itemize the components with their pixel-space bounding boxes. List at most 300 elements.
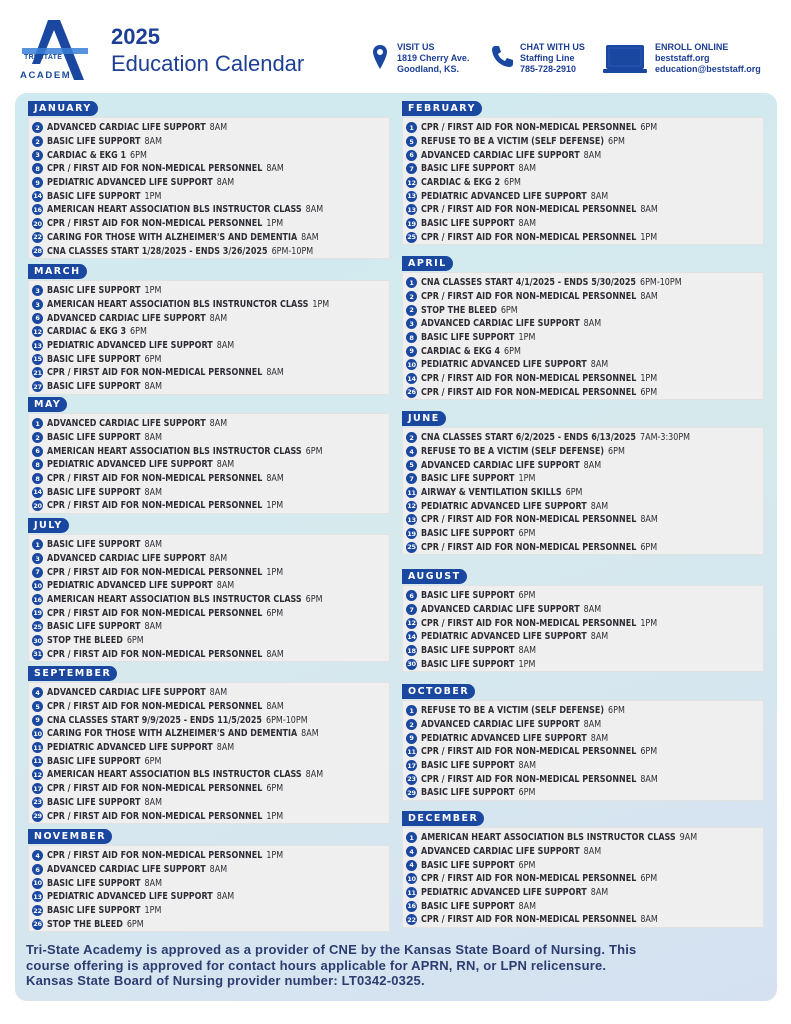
month-label: AUGUST [402, 569, 467, 584]
event-text [47, 919, 144, 930]
event-row [32, 135, 385, 149]
event-day-badge: 9 [406, 346, 417, 357]
page-title: Education Calendar [111, 51, 305, 76]
event-day-badge: 10 [33, 729, 42, 738]
event-row [32, 162, 385, 176]
event-time: 6PM [640, 541, 658, 553]
event-day-badge: 13 [33, 892, 42, 901]
event-text [421, 901, 536, 912]
month-label: JANUARY [28, 101, 98, 116]
event-title: BASIC LIFE SUPPORT [47, 190, 141, 202]
event-title: ADVANCED CARDIAC LIFE SUPPORT [421, 149, 580, 161]
event-time: 8AM [583, 459, 602, 471]
event-time: 7AM-3:30PM [640, 432, 691, 444]
event-row [32, 417, 385, 431]
event-text [421, 487, 582, 498]
logo-tri-state: TRI-STATE [24, 54, 63, 61]
event-row [406, 616, 759, 630]
chat-heading: CHAT WITH US [520, 42, 585, 52]
event-time: 8AM [640, 914, 658, 926]
accreditation-line1: Tri-State Academy is approved as a provider of CNE by the Kansas State Board of Nursing. This [26, 942, 637, 957]
event-row [406, 913, 759, 927]
month-label: SEPTEMBER [28, 666, 117, 681]
event-text [421, 204, 658, 215]
event-title: BASIC LIFE SUPPORT [421, 332, 515, 344]
event-row [406, 276, 759, 290]
event-day-badge: 30 [33, 636, 42, 645]
event-day-badge: 29 [33, 812, 42, 821]
event-row [32, 741, 385, 755]
event-text [421, 760, 536, 771]
event-text [47, 580, 234, 591]
event-row [406, 331, 759, 345]
logo-academy: ACADEMY [20, 70, 80, 81]
event-day-badge: 12 [407, 178, 416, 187]
event-text [421, 163, 536, 174]
event-title: BASIC LIFE SUPPORT [47, 877, 141, 889]
event-title: BASIC LIFE SUPPORT [47, 285, 141, 297]
event-title: PEDIATRIC ADVANCED LIFE SUPPORT [421, 631, 587, 643]
event-title: STOP THE BLEED [421, 304, 497, 316]
event-title: BASIC LIFE SUPPORT [47, 381, 141, 393]
event-time: 8AM [144, 796, 162, 808]
event-title: BASIC LIFE SUPPORT [47, 432, 141, 444]
event-time: 6PM [504, 177, 521, 189]
event-text [47, 783, 283, 794]
event-time: 8AM [266, 367, 284, 379]
event-day-badge: 16 [33, 205, 42, 214]
event-title: CNA CLASSES START 4/1/2025 - ENDS 5/30/2025 [421, 277, 636, 289]
event-time: 8AM [640, 773, 658, 785]
month-label: MARCH [28, 264, 87, 279]
event-day-badge: 30 [407, 660, 416, 669]
event-row [32, 325, 385, 339]
month-label: JULY [28, 518, 69, 533]
event-day-badge: 14 [33, 488, 42, 497]
event-text [421, 618, 657, 629]
event-row [406, 759, 759, 773]
event-day-badge: 16 [407, 902, 416, 911]
event-title: REFUSE TO BE A VICTIM (SELF DEFENSE) [421, 705, 605, 717]
event-time: 6PM [130, 326, 147, 338]
event-title: ADVANCED CARDIAC LIFE SUPPORT [421, 318, 580, 330]
event-row [406, 358, 759, 372]
event-time: 1PM [266, 218, 284, 230]
visit-address-line2: Goodland, KS. [397, 64, 459, 74]
event-time: 8AM [266, 473, 284, 485]
event-text [421, 733, 608, 744]
event-time: 6PM [640, 746, 658, 758]
event-time: 8AM [518, 218, 536, 230]
event-row [32, 431, 385, 445]
event-day-badge: 8 [32, 473, 43, 484]
event-title: ADVANCED CARDIAC LIFE SUPPORT [47, 864, 206, 876]
month-event-list [402, 585, 764, 672]
event-title: CPR / FIRST AID FOR NON-MEDICAL PERSONNEL [421, 773, 637, 785]
event-text [47, 177, 234, 188]
event-time: 6PM [504, 345, 521, 357]
event-row [406, 148, 759, 162]
event-text [47, 418, 227, 429]
event-row [32, 552, 385, 566]
event-time: 6PM [640, 873, 658, 885]
month-event-list [28, 413, 390, 514]
event-day-badge: 11 [407, 888, 416, 897]
event-row [32, 904, 385, 918]
event-day-badge: 4 [406, 446, 417, 457]
event-time: 8AM [209, 864, 228, 876]
event-text [421, 846, 601, 857]
event-day-badge: 2 [406, 432, 417, 443]
event-time: 8AM [583, 719, 602, 731]
event-row [32, 809, 385, 823]
event-time: 8AM [590, 359, 609, 371]
event-title: PEDIATRIC ADVANCED LIFE SUPPORT [47, 340, 213, 352]
chat-block [520, 42, 585, 75]
event-text [47, 742, 234, 753]
event-time: 8AM [216, 340, 235, 352]
event-row [32, 203, 385, 217]
event-row [32, 444, 385, 458]
event-text [47, 432, 162, 443]
event-row [32, 176, 385, 190]
event-row [406, 731, 759, 745]
event-time: 8AM [583, 318, 602, 330]
event-time: 8AM [144, 486, 162, 498]
event-day-badge: 6 [32, 446, 43, 457]
event-title: PEDIATRIC ADVANCED LIFE SUPPORT [47, 459, 213, 471]
event-row [406, 217, 759, 231]
event-title: CPR / FIRST AID FOR NON-MEDICAL PERSONNEL [421, 386, 637, 398]
event-title: CPR / FIRST AID FOR NON-MEDICAL PERSONNEL [47, 566, 263, 578]
event-text [47, 756, 161, 767]
month-label: JUNE [402, 411, 446, 426]
event-day-badge: 8 [32, 163, 43, 174]
event-row [32, 648, 385, 662]
enroll-heading: ENROLL ONLINE [655, 42, 729, 52]
event-row [32, 579, 385, 593]
event-title: BASIC LIFE SUPPORT [421, 900, 515, 912]
event-text [47, 354, 161, 365]
event-time: 6PM [608, 136, 625, 148]
laptop-icon [603, 44, 647, 74]
event-time: 8AM [209, 122, 228, 134]
event-title: ADVANCED CARDIAC LIFE SUPPORT [421, 604, 580, 616]
event-time: 6PM-10PM [266, 714, 308, 726]
event-text [421, 359, 608, 370]
event-day-badge: 9 [32, 715, 43, 726]
event-title: CPR / FIRST AID FOR NON-MEDICAL PERSONNEL [47, 648, 263, 660]
event-row [406, 203, 759, 217]
event-day-badge: 23 [407, 775, 416, 784]
event-row [406, 718, 759, 732]
event-time: 8AM [583, 846, 602, 858]
event-day-badge: 1 [406, 705, 417, 716]
event-day-badge: 29 [407, 788, 416, 797]
event-text [421, 774, 658, 785]
event-title: CPR / FIRST AID FOR NON-MEDICAL PERSONNEL [421, 617, 637, 629]
event-row [32, 727, 385, 741]
event-time: 1PM [518, 332, 536, 344]
event-time: 6PM [608, 705, 625, 717]
event-day-badge: 22 [33, 906, 42, 915]
event-title: BASIC LIFE SUPPORT [421, 528, 515, 540]
event-text [47, 891, 234, 902]
event-text [47, 594, 323, 605]
event-time: 1PM [518, 658, 536, 670]
event-text [421, 305, 518, 316]
event-text [47, 864, 227, 875]
event-day-badge: 22 [407, 915, 416, 924]
event-day-badge: 20 [33, 501, 42, 510]
event-time: 8AM [209, 312, 228, 324]
event-text [47, 313, 227, 324]
event-text [47, 878, 162, 889]
event-title: CNA CLASSES START 6/2/2025 - ENDS 6/13/2025 [421, 432, 636, 444]
event-title: ADVANCED CARDIAC LIFE SUPPORT [421, 459, 580, 471]
event-row [406, 704, 759, 718]
event-day-badge: 26 [33, 920, 42, 929]
event-time: 8AM [266, 701, 284, 713]
month-event-list [28, 682, 390, 824]
event-time: 6PM [518, 528, 536, 540]
event-time: 8AM [209, 553, 228, 565]
event-text [47, 299, 329, 310]
event-title: CPR / FIRST AID FOR NON-MEDICAL PERSONNEL [47, 701, 263, 713]
event-row [32, 499, 385, 513]
event-text [421, 746, 657, 757]
event-day-badge: 19 [407, 219, 416, 228]
event-row [406, 290, 759, 304]
event-time: 8AM [590, 732, 609, 744]
event-row [406, 445, 759, 459]
event-text [47, 232, 319, 243]
event-title: ADVANCED CARDIAC LIFE SUPPORT [421, 719, 580, 731]
event-day-badge: 6 [406, 150, 417, 161]
event-time: 6PM [266, 607, 284, 619]
chat-phone[interactable]: 785-728-2910 [520, 64, 577, 74]
enroll-website[interactable]: beststaff.org [655, 53, 710, 63]
event-day-badge: 16 [33, 595, 42, 604]
event-text [47, 122, 227, 133]
event-title: ADVANCED CARDIAC LIFE SUPPORT [47, 122, 206, 134]
event-time: 8AM [266, 163, 284, 175]
event-title: PEDIATRIC ADVANCED LIFE SUPPORT [421, 732, 587, 744]
event-text [47, 150, 147, 161]
event-day-badge: 26 [407, 388, 416, 397]
event-row [406, 831, 759, 845]
event-row [406, 486, 759, 500]
event-row [406, 317, 759, 331]
event-day-badge: 19 [407, 529, 416, 538]
event-text [47, 191, 161, 202]
event-row [406, 630, 759, 644]
event-time: 6PM [126, 918, 144, 930]
event-text [47, 567, 283, 578]
event-day-badge: 5 [32, 701, 43, 712]
event-text [47, 136, 162, 147]
event-day-badge: 13 [407, 515, 416, 524]
event-title: BASIC LIFE SUPPORT [421, 590, 515, 602]
event-text [47, 715, 308, 726]
event-day-badge: 21 [33, 368, 42, 377]
event-day-badge: 2 [32, 122, 43, 133]
event-row [32, 121, 385, 135]
event-text [421, 604, 601, 615]
event-title: CPR / FIRST AID FOR NON-MEDICAL PERSONNEL [421, 541, 637, 553]
event-time: 8AM [590, 887, 609, 899]
event-title: BASIC LIFE SUPPORT [47, 796, 141, 808]
event-day-badge: 31 [33, 650, 42, 659]
event-text [47, 539, 162, 550]
event-row [406, 772, 759, 786]
event-day-badge: 5 [406, 136, 417, 147]
event-time: 9AM [679, 832, 698, 844]
event-row [32, 593, 385, 607]
event-row [406, 135, 759, 149]
event-time: 6PM [130, 149, 147, 161]
event-text [421, 719, 601, 730]
event-row [406, 344, 759, 358]
event-title: AMERICAN HEART ASSOCIATION BLS INSTRUCTOR CLASS [47, 769, 302, 781]
event-text [421, 501, 608, 512]
event-title: REFUSE TO BE A VICTIM (SELF DEFENSE) [421, 446, 605, 458]
event-time: 8AM [216, 580, 235, 592]
event-row [32, 538, 385, 552]
event-day-badge: 9 [406, 733, 417, 744]
event-title: CPR / FIRST AID FOR NON-MEDICAL PERSONNEL [47, 473, 263, 485]
event-text [47, 459, 234, 470]
event-text [421, 346, 521, 357]
event-time: 8AM [216, 459, 235, 471]
event-title: AMERICAN HEART ASSOCIATION BLS INSTRUCTOR CLASS [47, 594, 302, 606]
event-text [421, 318, 601, 329]
event-text [47, 381, 162, 392]
event-row [32, 311, 385, 325]
event-row [32, 876, 385, 890]
event-title: CPR / FIRST AID FOR NON-MEDICAL PERSONNEL [47, 850, 263, 862]
event-time: 8AM [583, 149, 602, 161]
event-time: 8AM [301, 231, 319, 243]
event-row [406, 162, 759, 176]
event-row [406, 499, 759, 513]
event-title: AMERICAN HEART ASSOCIATION BLS INSTRUCTOR CLASS [47, 445, 302, 457]
event-title: STOP THE BLEED [47, 635, 123, 647]
event-time: 1PM [640, 617, 658, 629]
event-day-badge: 25 [33, 622, 42, 631]
event-text [47, 621, 162, 632]
event-time: 8AM [216, 742, 235, 754]
event-title: BASIC LIFE SUPPORT [421, 218, 515, 230]
event-day-badge: 1 [406, 122, 417, 133]
event-text [421, 860, 535, 871]
event-row [406, 858, 759, 872]
event-title: BASIC LIFE SUPPORT [47, 755, 141, 767]
event-row [32, 148, 385, 162]
event-title: ADVANCED CARDIAC LIFE SUPPORT [47, 312, 206, 324]
event-text [47, 701, 284, 712]
event-row [32, 768, 385, 782]
event-text [421, 873, 657, 884]
event-day-badge: 15 [33, 355, 42, 364]
event-time: 6PM [518, 590, 536, 602]
visit-heading: VISIT US [397, 42, 435, 52]
event-time: 1PM [266, 566, 284, 578]
event-day-badge: 1 [32, 539, 43, 550]
event-text [421, 136, 625, 147]
event-day-badge: 11 [407, 747, 416, 756]
visit-address-line1: 1819 Cherry Ave. [397, 53, 470, 63]
enroll-email[interactable]: education@beststaff.org [655, 64, 761, 74]
event-title: BASIC LIFE SUPPORT [421, 859, 515, 871]
event-row [32, 849, 385, 863]
event-title: STOP THE BLEED [47, 918, 123, 930]
month-event-list [402, 272, 764, 400]
event-title: ADVANCED CARDIAC LIFE SUPPORT [421, 846, 580, 858]
month-label: FEBRUARY [402, 101, 482, 116]
month-event-list [28, 280, 390, 395]
event-row [406, 886, 759, 900]
event-day-badge: 14 [407, 632, 416, 641]
event-day-badge: 4 [406, 846, 417, 857]
event-day-badge: 27 [33, 382, 42, 391]
event-row [32, 380, 385, 394]
event-day-badge: 11 [407, 488, 416, 497]
event-row [32, 620, 385, 634]
event-title: CARDIAC & EKG 4 [421, 345, 501, 357]
event-day-badge: 1 [406, 832, 417, 843]
event-text [421, 373, 657, 384]
event-text [47, 163, 284, 174]
event-title: CPR / FIRST AID FOR NON-MEDICAL PERSONNEL [421, 373, 637, 385]
event-day-badge: 17 [33, 784, 42, 793]
month-event-list [402, 427, 764, 555]
event-row [32, 231, 385, 245]
event-time: 8AM [518, 163, 536, 175]
event-day-badge: 13 [407, 205, 416, 214]
event-day-badge: 13 [33, 341, 42, 350]
event-title: ADVANCED CARDIAC LIFE SUPPORT [47, 553, 206, 565]
event-title: CPR / FIRST AID FOR NON-MEDICAL PERSONNEL [421, 914, 637, 926]
event-text [421, 332, 535, 343]
event-day-badge: 4 [32, 850, 43, 861]
event-day-badge: 2 [406, 291, 417, 302]
event-row [32, 606, 385, 620]
month-label: APRIL [402, 256, 453, 271]
event-day-badge: 8 [406, 332, 417, 343]
event-row [406, 603, 759, 617]
event-row [32, 890, 385, 904]
event-text [421, 631, 608, 642]
event-day-badge: 2 [32, 432, 43, 443]
event-text [421, 514, 658, 525]
event-time: 1PM [518, 473, 536, 485]
event-day-badge: 3 [32, 150, 43, 161]
event-time: 8AM [144, 136, 162, 148]
event-title: ADVANCED CARDIAC LIFE SUPPORT [47, 687, 206, 699]
event-row [32, 700, 385, 714]
event-row [32, 244, 385, 258]
event-day-badge: 25 [407, 233, 416, 242]
event-time: 6PM [500, 304, 518, 316]
event-time: 6PM [144, 755, 162, 767]
event-title: CPR / FIRST AID FOR NON-MEDICAL PERSONNEL [47, 218, 263, 230]
event-time: 8AM [583, 604, 602, 616]
event-day-badge: 3 [32, 553, 43, 564]
event-row [32, 796, 385, 810]
event-day-badge: 3 [32, 299, 43, 310]
month-event-list [28, 117, 390, 259]
